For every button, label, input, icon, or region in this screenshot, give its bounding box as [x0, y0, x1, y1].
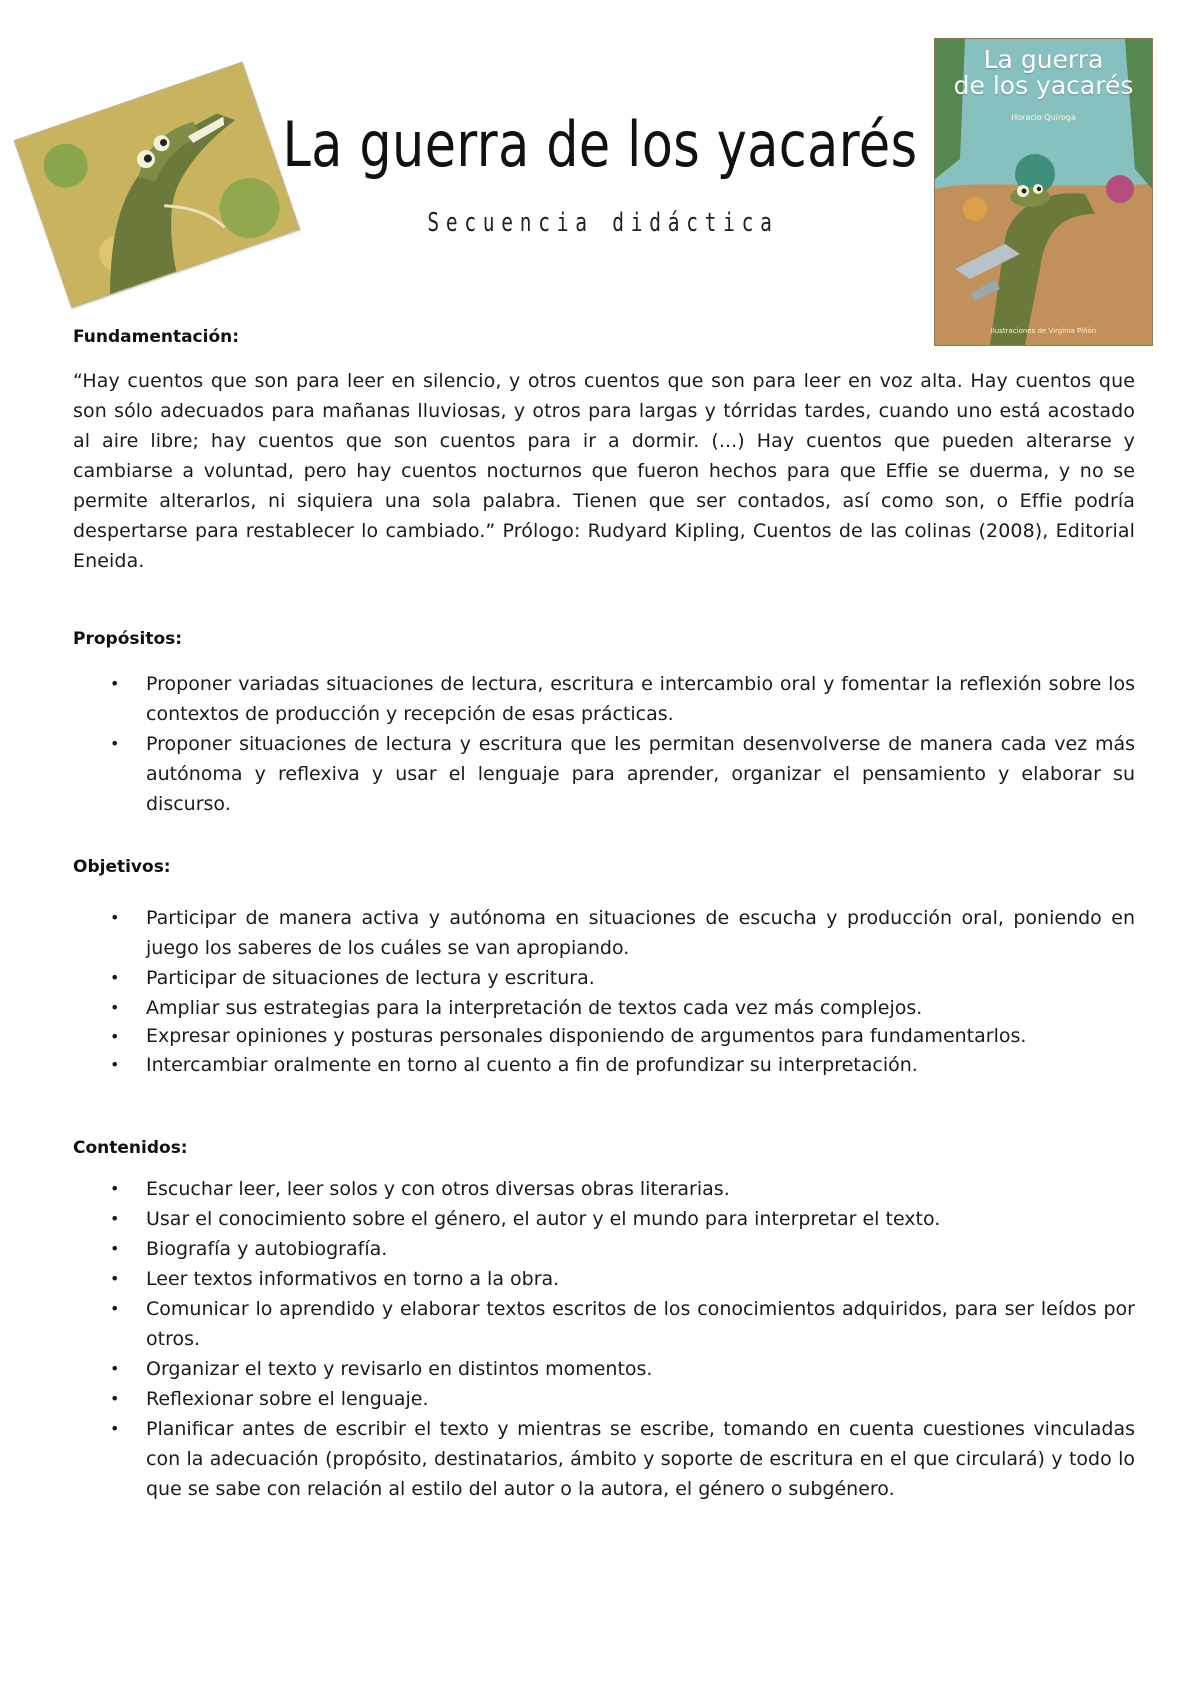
list-item: [73, 1023, 1135, 1050]
bullet-icon: •: [110, 998, 120, 1017]
bullet-icon: •: [110, 968, 120, 987]
bullet-icon: •: [110, 1209, 120, 1228]
list-item-text: Participar de situaciones de lectura y escritura.: [146, 967, 595, 989]
list-item: [73, 963, 1135, 993]
list-item: [73, 1234, 1135, 1264]
heading-propositos: Propósitos:: [73, 629, 183, 649]
list-item-text: Reflexionar sobre el lenguaje.: [146, 1388, 429, 1410]
list-item-text: Escuchar leer, leer solos y con otros diversas obras literarias.: [146, 1178, 730, 1200]
list-item: [73, 1294, 1135, 1354]
bullet-icon: •: [110, 1239, 120, 1258]
bullet-icon: •: [110, 1179, 120, 1198]
list-item-text: Participar de manera activa y autónoma en situaciones de escucha y producción oral, poniendo en juego los saberes de los cuáles se van apropiando.: [146, 907, 1135, 959]
list-item: [73, 1264, 1135, 1294]
book-cover-image: [934, 38, 1153, 346]
list-item: [73, 669, 1135, 729]
list-item-text: Proponer variadas situaciones de lectura, escritura e intercambio oral y fomentar la reflexión sobre los contextos de producción y recepción de esas prácticas.: [146, 673, 1135, 725]
heading-fundamentacion: Fundamentación:: [73, 327, 240, 347]
bullet-icon: •: [110, 674, 120, 693]
list-item-text: Organizar el texto y revisarlo en distintos momentos.: [146, 1358, 653, 1380]
list-item-text: Comunicar lo aprendido y elaborar textos escritos de los conocimientos adquiridos, para ser leídos por otros.: [146, 1298, 1135, 1350]
page-title: La guerra de los yacarés: [282, 108, 918, 181]
bullet-icon: •: [110, 1359, 120, 1378]
list-item-text: Leer textos informativos en torno a la obra.: [146, 1268, 560, 1290]
list-item: [73, 1050, 1135, 1080]
bullet-icon: •: [110, 1389, 120, 1408]
list-item: [73, 993, 1135, 1023]
page-subtitle: Secuencia didáctica: [427, 208, 779, 238]
cover-author: Horacio Quiroga: [1011, 113, 1076, 122]
bullet-icon: •: [110, 908, 120, 927]
propositos-list: [73, 669, 1135, 819]
bullet-icon: •: [110, 1055, 120, 1074]
list-item: [73, 1384, 1135, 1414]
list-item-text: Expresar opiniones y posturas personales disponiendo de argumentos para fundamentarlos.: [146, 1025, 1027, 1047]
cover-title-line-1: La guerra: [983, 45, 1104, 74]
list-item: [73, 1174, 1135, 1204]
crocodile-illustration: [14, 61, 301, 308]
list-item: [73, 903, 1135, 963]
list-item-text: Usar el conocimiento sobre el género, el autor y el mundo para interpretar el texto.: [146, 1208, 941, 1230]
list-item: [73, 729, 1135, 819]
list-item: [73, 1354, 1135, 1384]
heading-objetivos: Objetivos:: [73, 857, 171, 877]
cover-illustrator: Ilustraciones de Virginia Piñón: [990, 327, 1097, 335]
list-item-text: Planificar antes de escribir el texto y mientras se escribe, tomando en cuenta cuestiones vinculadas con la adecuación (propósito, destinatarios, ámbito y soporte de escritura en el que circulará) y todo lo que se sabe con relación al estilo del autor o la autora, el género o subgénero.: [146, 1418, 1135, 1500]
document-body: [73, 322, 1135, 1504]
fundamentacion-text: “Hay cuentos que son para leer en silencio, y otros cuentos que son para leer en voz alta. Hay cuentos que son sólo adecuados para mañanas lluviosas, y otros para largas y tórridas tardes, cuando uno está acostado al aire libre; hay cuentos que son cuentos para ir a dormir. (...) Hay cuentos que pueden alterarse y cambiarse a voluntad, pero hay cuentos nocturnos que fueron hechos para que Effie se duerma, y no se permite alterarlos, ni siquiera una sola palabra. Tienen que ser contados, así como son, o Effie podría despertarse para restablecer lo cambiado.” Prólogo: Rudyard Kipling, Cuentos de las colinas (2008), Editorial Eneida.: [73, 370, 1135, 572]
list-item-text: Ampliar sus estrategias para la interpretación de textos cada vez más complejos.: [146, 997, 923, 1019]
cover-title: [943, 47, 1144, 99]
list-item-text: Proponer situaciones de lectura y escritura que les permitan desenvolverse de manera cada vez más autónoma y reflexiva y usar el lenguaje para aprender, organizar el pensamiento y elaborar su discurso.: [146, 733, 1135, 815]
list-item: [73, 1204, 1135, 1234]
list-item-text: Biografía y autobiografía.: [146, 1238, 388, 1260]
cover-title-line-2: de los yacarés: [953, 71, 1134, 100]
contenidos-list: [73, 1174, 1135, 1504]
list-item: [73, 1414, 1135, 1504]
objetivos-list: [73, 903, 1135, 1080]
list-item-text: Intercambiar oralmente en torno al cuento a fin de profundizar su interpretación.: [146, 1054, 918, 1076]
bullet-icon: •: [110, 1269, 120, 1288]
heading-contenidos: Contenidos:: [73, 1138, 188, 1158]
bullet-icon: •: [110, 1299, 120, 1318]
bullet-icon: •: [110, 734, 120, 753]
bullet-icon: •: [110, 1419, 120, 1438]
bullet-icon: •: [110, 1027, 120, 1046]
crocodile-drawing: [15, 63, 299, 308]
